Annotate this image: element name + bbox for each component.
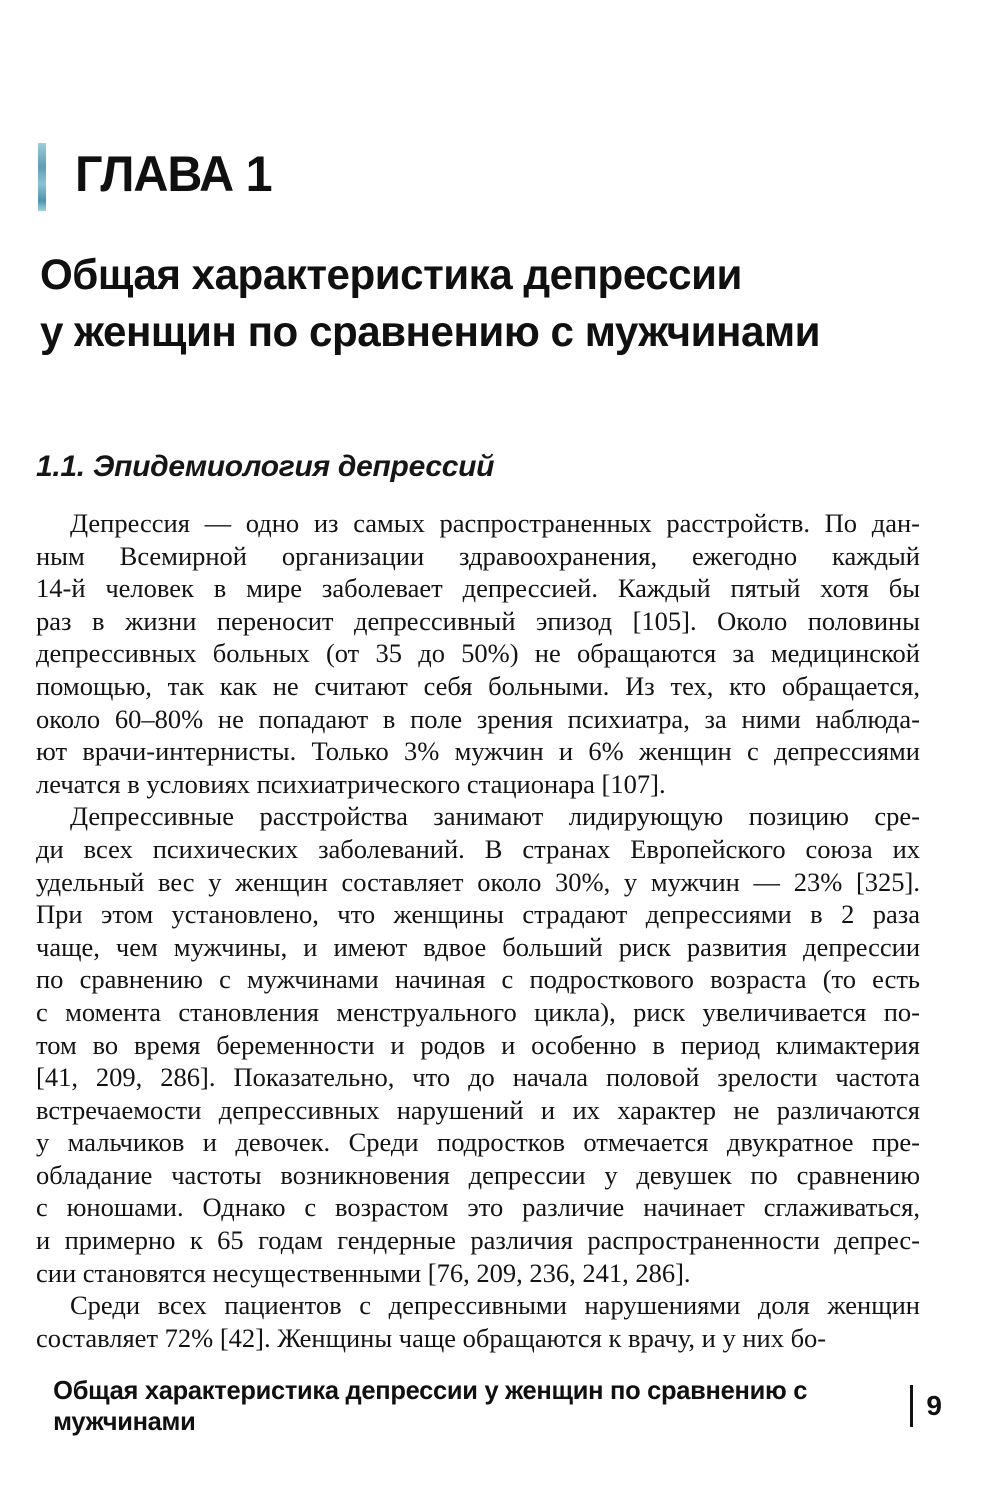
paragraph-line: том во время беременности и родов и особенно в период климактерия bbox=[36, 1029, 920, 1060]
paragraph-line: удельный вес у женщин составляет около 30%, у мужчин — 23% [325]. bbox=[36, 866, 920, 897]
footer-divider-bar bbox=[910, 1385, 914, 1427]
paragraph bbox=[36, 507, 920, 800]
paragraph-line: Депрессия — одно из самых распространенных расстройств. По дан- bbox=[70, 508, 920, 538]
paragraph-line: у мальчиков и девочек. Среди подростков отмечается двукратное пре- bbox=[36, 1127, 920, 1158]
page-footer bbox=[36, 1375, 942, 1437]
paragraph-line: около 60–80% не попадают в поле зрения психиатра, за ними наблюда- bbox=[36, 703, 920, 734]
paragraph-line: помощью, так как не считают себя больными. Из тех, кто обращается, bbox=[36, 670, 920, 701]
chapter-accent-bar bbox=[38, 143, 46, 211]
paragraph-line: Депрессивные расстройства занимают лидирующую позицию сре- bbox=[70, 801, 920, 832]
paragraph-line: ют врачи-интернисты. Только 3% мужчин и 6% женщин с депрессиями bbox=[36, 736, 920, 767]
paragraph-line: лечатся в условиях психиатрического стационара [107]. bbox=[36, 768, 666, 799]
paragraph-line: с юношами. Однако с возрастом это различие начинает сглаживаться, bbox=[36, 1192, 920, 1223]
paragraph bbox=[36, 800, 920, 1289]
chapter-label: ГЛАВА 1 bbox=[75, 146, 272, 202]
paragraph-line: ным Всемирной организации здравоохранения, ежегодно каждый bbox=[36, 540, 920, 571]
paragraph-line: обладание частоты возникновения депрессии у девушек по сравнению bbox=[36, 1159, 920, 1190]
paragraph-line: Среди всех пациентов с депрессивными нарушениями доля женщин bbox=[70, 1290, 920, 1321]
paragraph-line: по сравнению с мужчинами начиная с подросткового возраста (то есть bbox=[36, 964, 920, 995]
paragraph-line: депрессивных больных (от 35 до 50%) не обращаются за медицинской bbox=[36, 638, 920, 669]
page-title-line-1: Общая характеристика депрессии bbox=[40, 251, 742, 299]
body-paragraphs bbox=[36, 507, 920, 1354]
paragraph-line: встречаемости депрессивных нарушений и их характер не различаются bbox=[36, 1094, 920, 1125]
page-title-line-2: у женщин по сравнению с мужчинами bbox=[40, 308, 821, 356]
paragraph-line: сии становятся несущественными [76, 209, 236, 241, 286]. bbox=[36, 1257, 691, 1288]
paragraph-line: раз в жизни переносит депрессивный эпизод [105]. Около половины bbox=[36, 605, 920, 636]
page-title bbox=[40, 247, 820, 361]
paragraph bbox=[36, 1289, 920, 1354]
paragraph-line: ди всех психических заболеваний. В странах Европейского союза их bbox=[36, 833, 920, 864]
paragraph-line: 14-й человек в мире заболевает депрессией. Каждый пятый хотя бы bbox=[36, 573, 920, 604]
paragraph-line: и примерно к 65 годам гендерные различия распространенности депрес- bbox=[36, 1225, 920, 1256]
paragraph-line: чаще, чем мужчины, и имеют вдвое больший риск развития депрессии bbox=[36, 931, 920, 962]
paragraph-line: При этом установлено, что женщины страдают депрессиями в 2 раза bbox=[36, 899, 920, 930]
footer-running-title: Общая характеристика депрессии у женщин по сравнению с мужчинами bbox=[53, 1375, 808, 1436]
paragraph-line: составляет 72% [42]. Женщины чаще обращаются к врачу, и у них бо- bbox=[36, 1322, 827, 1353]
footer-page-number: 9 bbox=[926, 1390, 942, 1421]
paragraph-line: [41, 209, 286]. Показательно, что до начала половой зрелости частота bbox=[36, 1062, 920, 1093]
section-heading: 1.1. Эпидемиология депрессий bbox=[36, 450, 495, 483]
chapter-heading bbox=[38, 140, 278, 211]
paragraph-line: с момента становления менструального цикла), риск увеличивается по- bbox=[36, 996, 920, 1027]
